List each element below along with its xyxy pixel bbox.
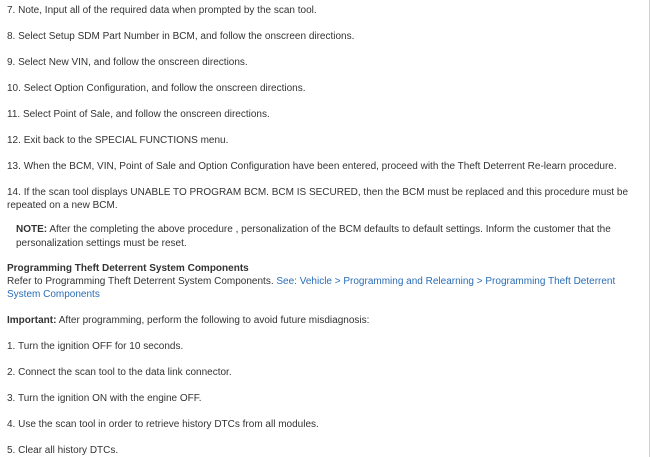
step-text: Select Option Configuration, and follow the onscreen directions.: [23, 83, 306, 94]
step-11: [7, 108, 643, 121]
note-text: After the completing the above procedure , personalization of the BCM defaults to default settings. Inform the customer that the personalization settings must be reset.: [16, 224, 611, 249]
document-content: [7, 4, 643, 457]
step-9: [7, 56, 643, 69]
step-text: Select Setup SDM Part Number in BCM, and follow the onscreen directions.: [18, 31, 355, 42]
step-number: 12.: [7, 135, 21, 146]
section-heading: Programming Theft Deterrent System Components: [7, 263, 249, 274]
step-number: 11.: [7, 109, 21, 120]
step-number: 7.: [7, 5, 16, 16]
post-step-5: [7, 444, 643, 457]
step-text: Use the scan tool in order to retrieve history DTCs from all modules.: [18, 419, 319, 430]
note-block: [7, 223, 643, 251]
step-8: [7, 30, 643, 43]
step-14: [7, 186, 643, 212]
post-step-2: [7, 366, 643, 379]
step-text: Select Point of Sale, and follow the onscreen directions.: [22, 109, 270, 120]
post-step-1: [7, 340, 643, 353]
step-text: Connect the scan tool to the data link connector.: [18, 367, 232, 378]
step-number: 5.: [7, 445, 16, 456]
step-number: 14.: [7, 187, 21, 198]
important-label: Important:: [7, 315, 57, 326]
step-text: Turn the ignition OFF for 10 seconds.: [17, 341, 184, 352]
step-text: If the scan tool displays UNABLE TO PROGRAM BCM. BCM IS SECURED, then the BCM must be replaced and this procedure must be repeated on a new BCM.: [7, 187, 629, 211]
post-step-4: [7, 418, 643, 431]
step-number: 13.: [7, 161, 21, 172]
note-label: NOTE:: [16, 224, 48, 235]
step-number: 2.: [7, 367, 16, 378]
step-text: Exit back to the SPECIAL FUNCTIONS menu.: [23, 135, 229, 146]
step-text: When the BCM, VIN, Point of Sale and Option Configuration have been entered, proceed with the Theft Deterrent Re-learn procedure.: [23, 161, 617, 172]
important-text: After programming, perform the following to avoid future misdiagnosis:: [58, 315, 370, 326]
post-step-3: [7, 392, 643, 405]
step-number: 3.: [7, 393, 16, 404]
section-intro-text: Refer to Programming Theft Deterrent System Components.: [7, 276, 274, 287]
step-text: Turn the ignition ON with the engine OFF.: [17, 393, 202, 404]
important-block: [7, 314, 643, 327]
step-10: [7, 82, 643, 95]
step-number: 4.: [7, 419, 16, 430]
section-intro: [7, 275, 643, 301]
step-number: 8.: [7, 31, 16, 42]
step-text: Note, Input all of the required data when prompted by the scan tool.: [18, 5, 317, 16]
step-13: [7, 160, 643, 173]
step-number: 10.: [7, 83, 21, 94]
step-text: Select New VIN, and follow the onscreen directions.: [18, 57, 248, 68]
section-link[interactable]: See: Vehicle > Programming and Relearning > Programming Theft Deterrent System Components: [7, 276, 616, 300]
step-number: 1.: [7, 341, 16, 352]
step-text: Clear all history DTCs.: [18, 445, 119, 456]
step-12: [7, 134, 643, 147]
step-number: 9.: [7, 57, 16, 68]
step-7: [7, 4, 643, 17]
